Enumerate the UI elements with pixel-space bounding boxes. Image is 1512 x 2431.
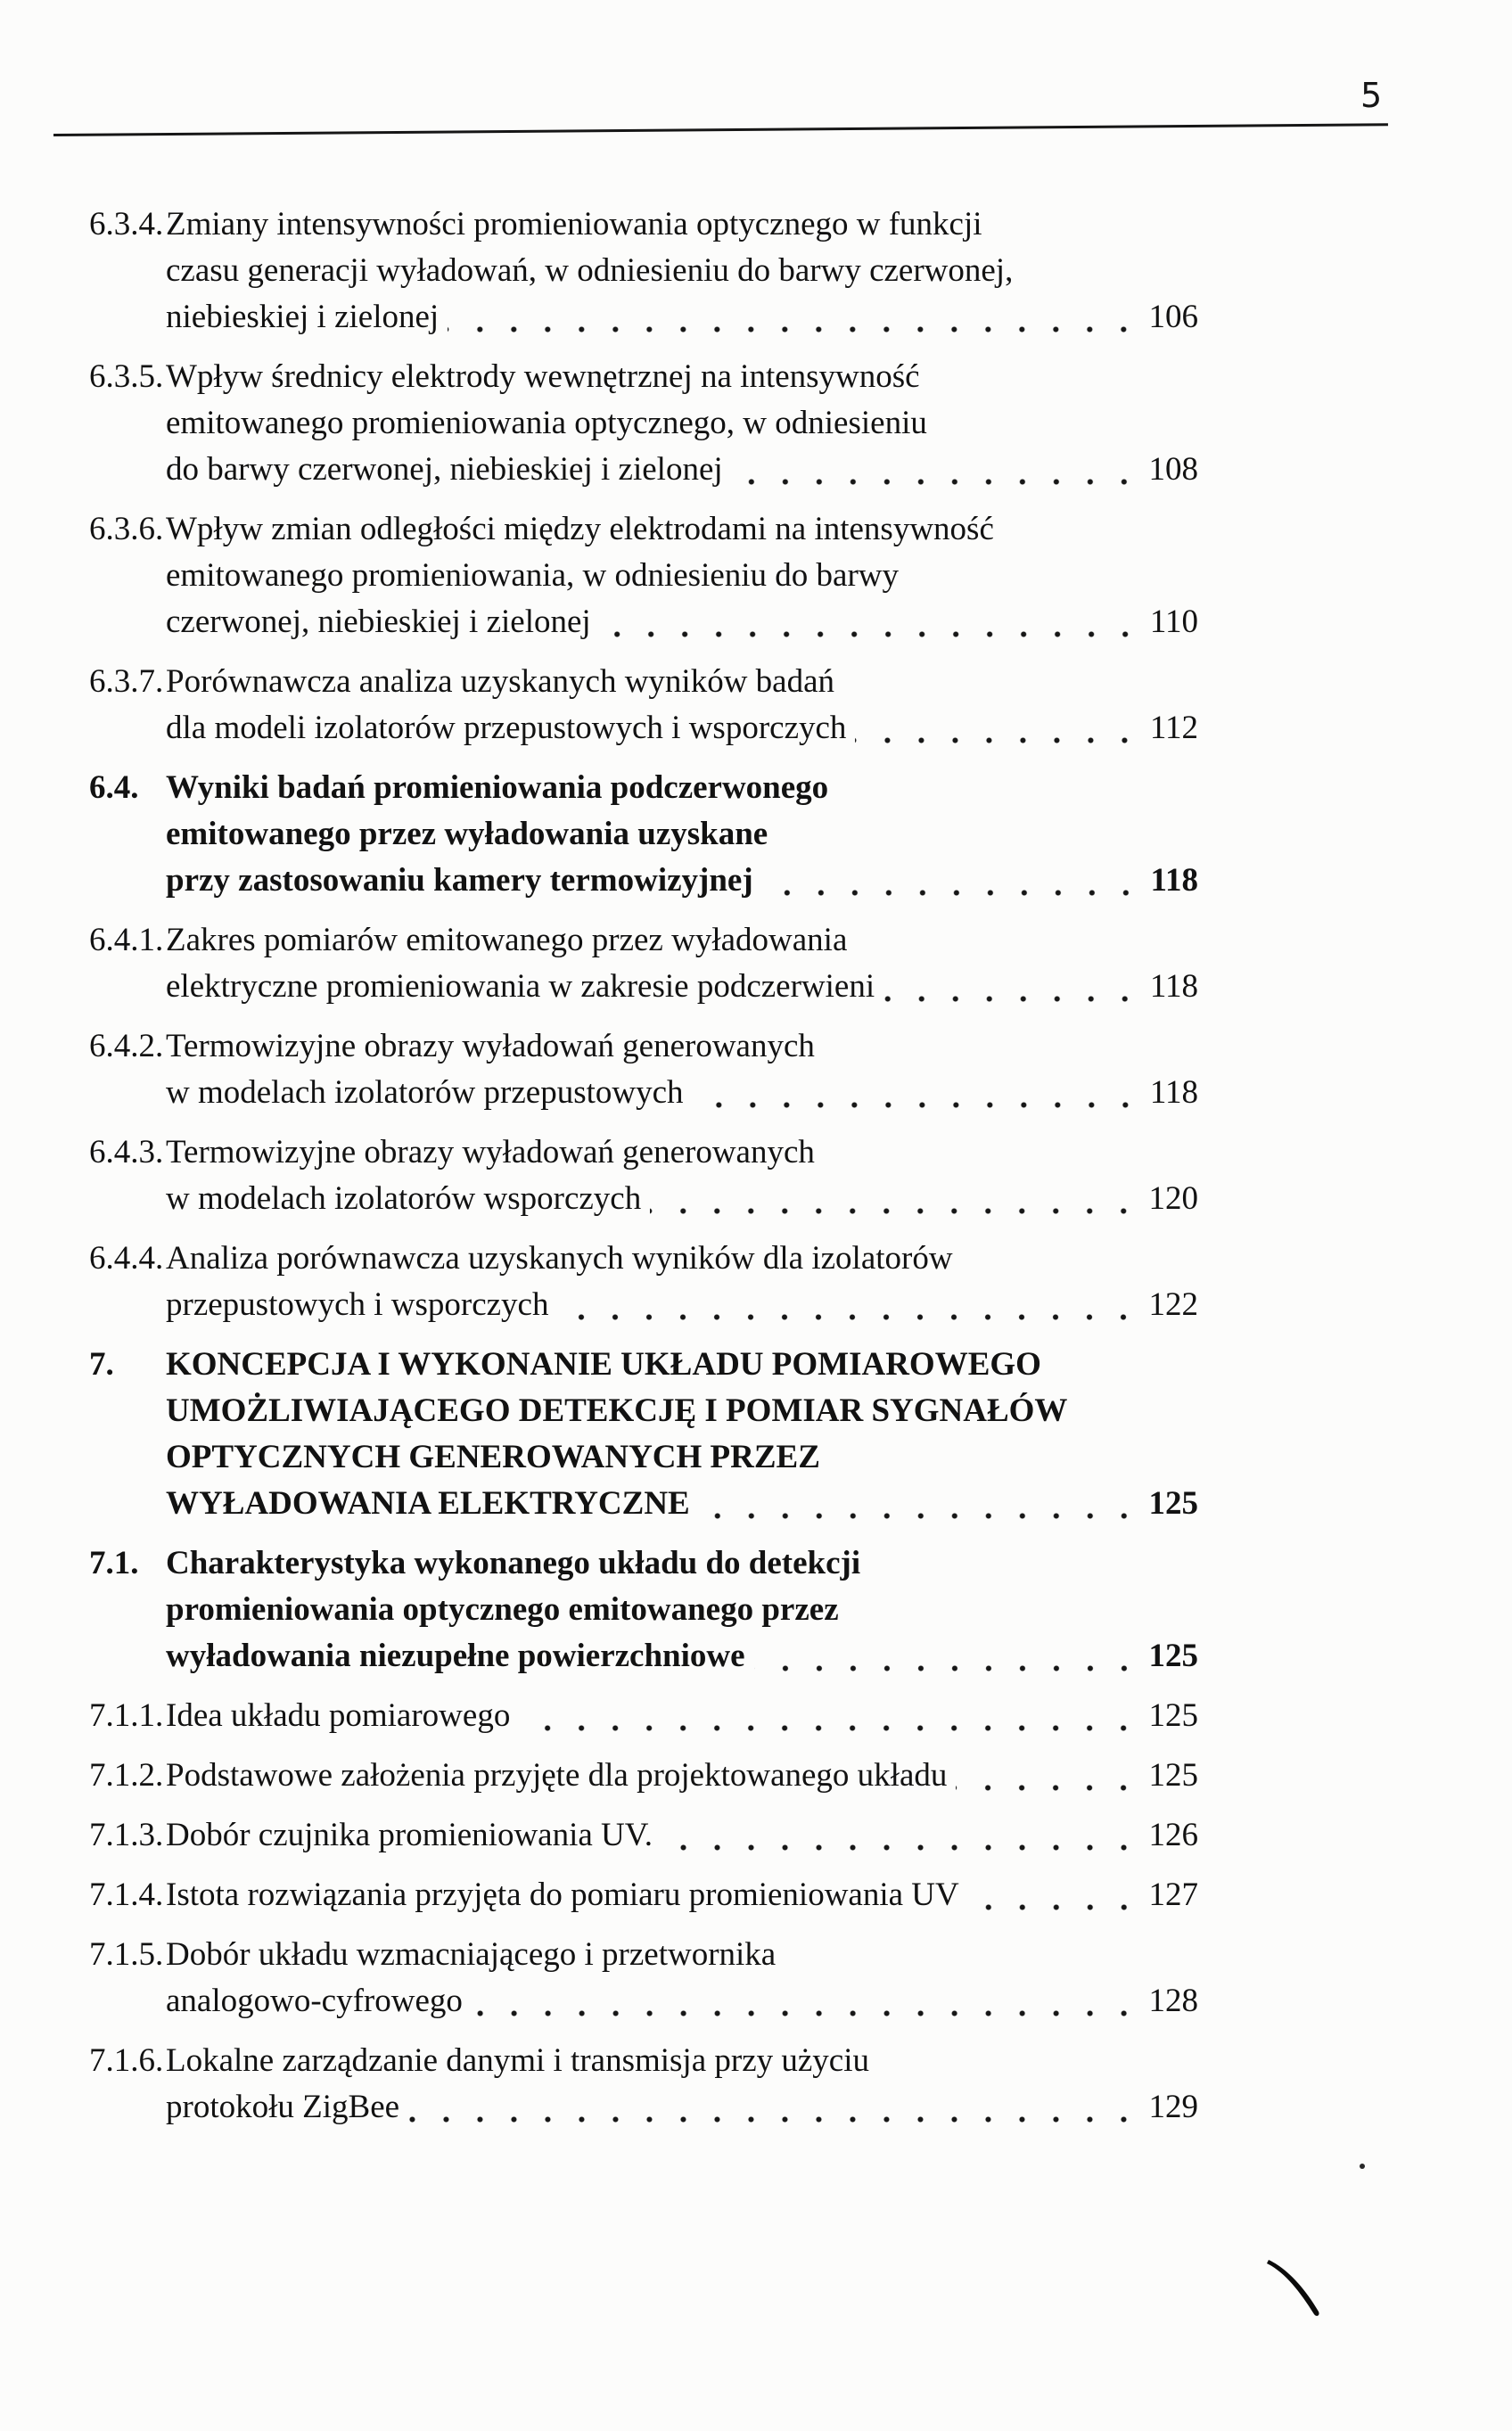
toc-entry-text: Charakterystyka wykonanego układu do detekcji [166, 1545, 861, 1581]
toc-entry [89, 1236, 1198, 1328]
toc-entry-body [166, 2038, 1198, 2131]
toc-entry-page: 106 [1148, 299, 1198, 335]
toc-entry-text: do barwy czerwonej, niebieskiej i zielonej [166, 451, 723, 488]
toc-entry-text: niebieskiej i zielonej [166, 299, 440, 335]
dot-leader [472, 1978, 1146, 2024]
dot-leader [693, 1070, 1146, 1116]
toc-entry-line [166, 506, 1198, 553]
toc-entry-page: 118 [1149, 1074, 1198, 1111]
toc-entry-page: 110 [1149, 604, 1198, 640]
toc-entry-line [166, 1587, 1198, 1633]
toc-entry-number: 6.3.6. [89, 511, 164, 547]
toc-entry-body [166, 1023, 1198, 1116]
toc-entry-text: Lokalne zarządzanie danymi i transmisja przy użyciu [166, 2042, 869, 2079]
dot-leader [883, 964, 1146, 1010]
toc-entry-number: 7.1.2. [89, 1757, 164, 1794]
handwritten-mark [1264, 2259, 1328, 2318]
dot-leader [956, 1753, 1145, 1799]
dot-leader [519, 1693, 1145, 1739]
toc-entry [89, 354, 1198, 493]
toc-entry-text: wyładowania niezupełne powierzchniowe [166, 1638, 745, 1674]
dot-leader [762, 858, 1147, 904]
dot-leader [968, 1872, 1146, 1918]
dot-leader [650, 1176, 1145, 1222]
toc-entry-number: 6.3.7. [89, 663, 164, 700]
toc-entry-body [166, 1932, 1198, 2024]
toc-entry-page: 125 [1148, 1697, 1198, 1734]
toc-entry-line [166, 2084, 1198, 2131]
toc-entry-page: 125 [1148, 1638, 1198, 1674]
toc-entry-text: przy zastosowaniu kamery termowizyjnej [166, 862, 753, 899]
toc-entry-line [166, 705, 1198, 751]
toc-entry [89, 1540, 1198, 1680]
toc-entry-body [166, 1236, 1198, 1328]
toc-entry-number: 6.3.4. [89, 206, 164, 242]
toc-entry-body [166, 1872, 1198, 1918]
dot-leader [855, 705, 1146, 751]
toc-entry-line [166, 964, 1198, 1010]
toc-entry-line [166, 1978, 1198, 2024]
toc-entry-page: 118 [1150, 862, 1198, 899]
toc-entry-line [166, 1070, 1198, 1116]
toc-entry-text: promieniowania optycznego emitowanego przez [166, 1591, 839, 1628]
toc-entry-line [166, 858, 1198, 904]
toc-entry [89, 917, 1198, 1010]
toc-entry-text: WYŁADOWANIA ELEKTRYCZNE [166, 1485, 690, 1522]
toc-entry-number: 7.1.6. [89, 2042, 164, 2079]
toc-entry-line [166, 1872, 1198, 1918]
toc-entry-text: Dobór układu wzmacniającego i przetwornika [166, 1936, 777, 1973]
toc-entry-line [166, 659, 1198, 705]
toc-entry-line [166, 917, 1198, 964]
toc-entry-text: emitowanego promieniowania optycznego, w odniesieniu [166, 405, 927, 441]
toc-entry-line [166, 1236, 1198, 1282]
toc-entry-text: Termowizyjne obrazy wyładowań generowanych [166, 1134, 815, 1170]
toc-entry-line [166, 1434, 1198, 1481]
toc-entry-line [166, 1481, 1198, 1527]
toc-entry-line [166, 1129, 1198, 1176]
dot-leader [699, 1481, 1146, 1527]
toc-entry-page: 118 [1149, 968, 1198, 1005]
toc-entry-text: Analiza porównawcza uzyskanych wyników dla izolatorów [166, 1240, 953, 1277]
toc-entry-page: 108 [1148, 451, 1198, 488]
toc-entry-line [166, 765, 1198, 811]
toc-entry-line [166, 1633, 1198, 1680]
toc-entry-number: 7.1.4. [89, 1877, 164, 1913]
toc-entry-body [166, 1129, 1198, 1222]
toc-entry [89, 1129, 1198, 1222]
toc-entry-line [166, 447, 1198, 493]
toc-entry-line [166, 294, 1198, 341]
toc-entry-number: 6.4.4. [89, 1240, 164, 1277]
dot-leader [557, 1282, 1145, 1328]
toc-entry-number: 7.1.1. [89, 1697, 164, 1734]
toc-entry-text: analogowo-cyfrowego [166, 1983, 463, 2019]
page-number: 5 [1360, 76, 1383, 115]
toc-entry-body [166, 1342, 1198, 1527]
toc-entry-text: Zmiany intensywności promieniowania optycznego w funkcji [166, 206, 982, 242]
toc-entry-body [166, 1753, 1198, 1799]
toc-entry [89, 2038, 1198, 2131]
toc-entry-text: czasu generacji wyładowań, w odniesieniu do barwy czerwonej, [166, 252, 1014, 289]
toc-entry-text: w modelach izolatorów przepustowych [166, 1074, 684, 1111]
toc-entry-text: OPTYCZNYCH GENEROWANYCH PRZEZ [166, 1439, 820, 1475]
toc-entry-page: 125 [1148, 1757, 1198, 1794]
toc-entry [89, 1872, 1198, 1918]
dot-leader [754, 1633, 1146, 1680]
toc-entry-body [166, 506, 1198, 645]
toc-entry-line [166, 1693, 1198, 1739]
toc-entry-text: Podstawowe założenia przyjęte dla projektowanego układu [166, 1757, 948, 1794]
toc-entry-page: 120 [1148, 1180, 1198, 1217]
toc-entry-page: 129 [1148, 2089, 1198, 2125]
toc-entry-line [166, 400, 1198, 447]
toc-entry [89, 1023, 1198, 1116]
toc-entry-line [166, 1540, 1198, 1587]
toc-entry-page: 127 [1148, 1877, 1198, 1913]
toc-entry-page: 125 [1148, 1485, 1198, 1522]
toc-entry-line [166, 1388, 1198, 1434]
toc-entry [89, 1693, 1198, 1739]
dot-leader [600, 599, 1146, 645]
toc-entry-text: dla modeli izolatorów przepustowych i wsporczych [166, 710, 847, 746]
toc-entry-line [166, 1753, 1198, 1799]
toc-entry [89, 659, 1198, 751]
toc-entry-body [166, 1540, 1198, 1680]
toc-entry-text: czerwonej, niebieskiej i zielonej [166, 604, 591, 640]
toc-entry-text: w modelach izolatorów wsporczych [166, 1180, 642, 1217]
toc-entry-line [166, 811, 1198, 858]
toc-entry-text: elektryczne promieniowania w zakresie podczerwieni [166, 968, 875, 1005]
toc-entry-body [166, 354, 1198, 493]
toc-entry [89, 201, 1198, 341]
dot-leader [448, 294, 1145, 341]
toc-entry-line [166, 553, 1198, 599]
toc-entry-text: Idea układu pomiarowego [166, 1697, 511, 1734]
toc-entry-body [166, 201, 1198, 341]
toc-entry-text: emitowanego przez wyładowania uzyskane [166, 816, 768, 852]
toc-entry-line [166, 1932, 1198, 1978]
toc-entry-text: Wpływ średnicy elektrody wewnętrznej na intensywność [166, 358, 920, 395]
toc-entry-text: protokołu ZigBee [166, 2089, 400, 2125]
toc-entry-page: 112 [1149, 710, 1198, 746]
toc-entry-line [166, 354, 1198, 400]
toc-entry-line [166, 201, 1198, 248]
toc-entry-line [166, 1176, 1198, 1222]
ink-speck [1360, 2164, 1365, 2169]
toc-entry-page: 122 [1148, 1286, 1198, 1323]
toc-entry-number: 7. [89, 1346, 114, 1383]
toc-entry-number: 7.1. [89, 1545, 139, 1581]
toc-entry [89, 1342, 1198, 1527]
toc-entry-line [166, 2038, 1198, 2084]
toc-entry-text: Termowizyjne obrazy wyładowań generowanych [166, 1028, 815, 1064]
toc-entry-number: 7.1.3. [89, 1817, 164, 1853]
toc-entry-number: 7.1.5. [89, 1936, 164, 1973]
toc-entry [89, 765, 1198, 904]
toc-entry [89, 1753, 1198, 1799]
toc-entry-line [166, 599, 1198, 645]
toc-list [89, 201, 1198, 2144]
toc-entry-number: 6.4.2. [89, 1028, 164, 1064]
toc-entry-number: 6.3.5. [89, 358, 164, 395]
toc-entry-body [166, 917, 1198, 1010]
toc-entry-page: 128 [1148, 1983, 1198, 2019]
toc-entry-line [166, 1812, 1198, 1859]
toc-entry-text: Zakres pomiarów emitowanego przez wyładowania [166, 922, 848, 958]
toc-entry-number: 6.4.3. [89, 1134, 164, 1170]
toc-entry [89, 1812, 1198, 1859]
toc-entry-line [166, 248, 1198, 294]
header-rule [53, 123, 1388, 136]
toc-entry-body [166, 1693, 1198, 1739]
toc-entry-text: Istota rozwiązania przyjęta do pomiaru promieniowania UV [166, 1877, 959, 1913]
toc-entry-text: Wyniki badań promieniowania podczerwonego [166, 769, 829, 806]
toc-entry-line [166, 1342, 1198, 1388]
toc-entry-body [166, 1812, 1198, 1859]
toc-entry-page: 126 [1148, 1817, 1198, 1853]
toc-entry-body [166, 659, 1198, 751]
dot-leader [408, 2084, 1145, 2131]
toc-entry-text: przepustowych i wsporczych [166, 1286, 549, 1323]
toc-entry-number: 6.4. [89, 769, 139, 806]
toc-entry [89, 1932, 1198, 2024]
toc-entry-text: Porównawcza analiza uzyskanych wyników badań [166, 663, 835, 700]
dot-leader [662, 1812, 1146, 1859]
toc-entry-line [166, 1282, 1198, 1328]
dot-leader [732, 447, 1146, 493]
toc-entry [89, 506, 1198, 645]
toc-entry-body [166, 765, 1198, 904]
toc-entry-text: UMOŻLIWIAJĄCEGO DETEKCJĘ I POMIAR SYGNAŁÓW [166, 1392, 1068, 1429]
toc-entry-line [166, 1023, 1198, 1070]
toc-entry-text: Dobór czujnika promieniowania UV. [166, 1817, 653, 1853]
toc-entry-number: 6.4.1. [89, 922, 164, 958]
toc-entry-text: emitowanego promieniowania, w odniesieniu do barwy [166, 557, 900, 594]
toc-entry-text: Wpływ zmian odległości między elektrodami na intensywność [166, 511, 994, 547]
toc-entry-text: KONCEPCJA I WYKONANIE UKŁADU POMIAROWEGO [166, 1346, 1041, 1383]
